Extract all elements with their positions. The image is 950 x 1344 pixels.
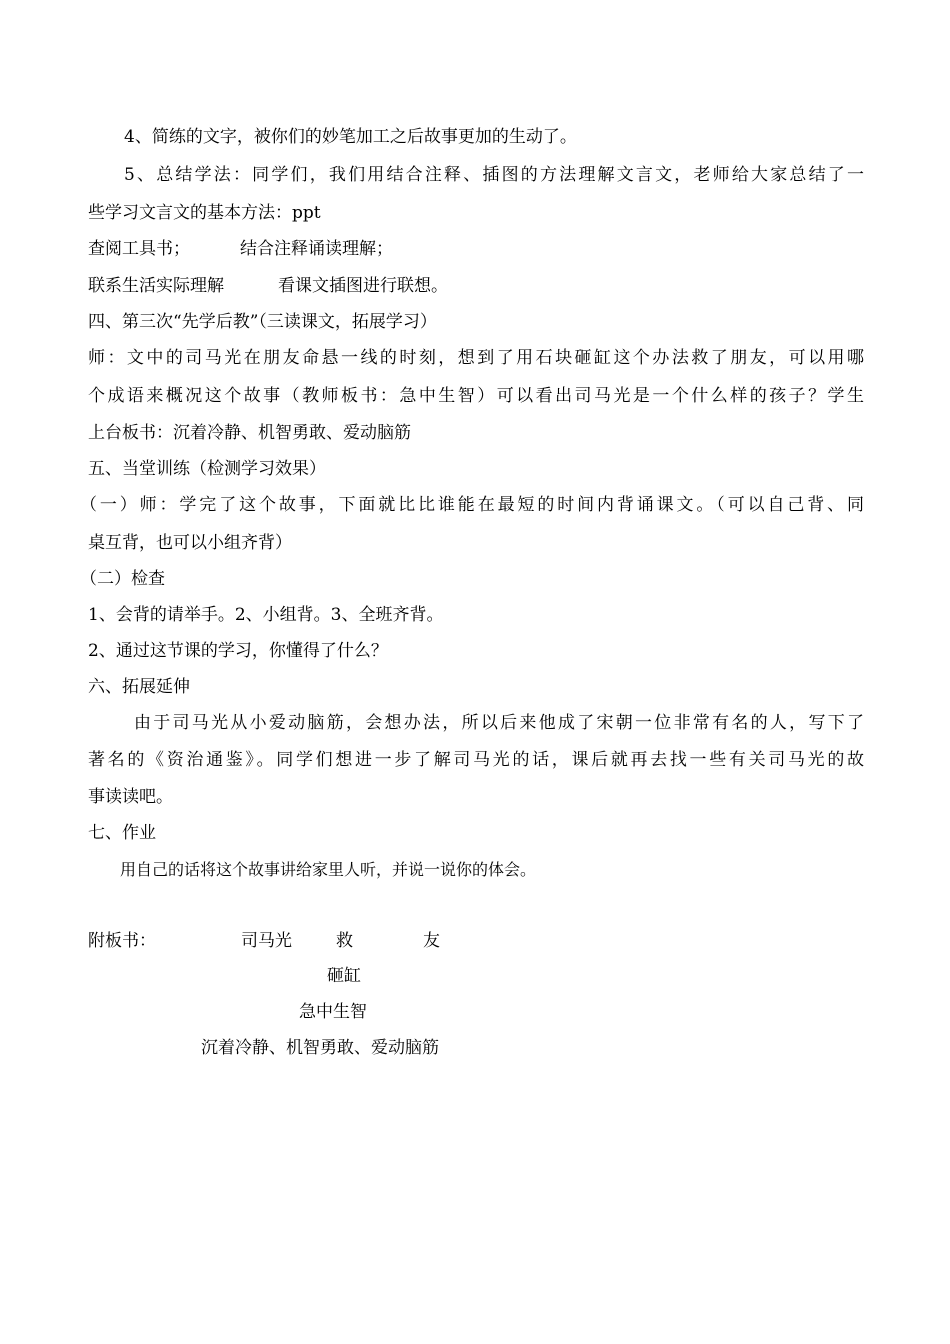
section-heading-6: 六、拓展延伸 bbox=[88, 677, 190, 697]
text-line-11: （一）师：学完了这个故事，下面就比比谁能在最短的时间内背诵课文。（可以自己背、同 bbox=[80, 495, 864, 515]
text-line-7: 师：文中的司马光在朋友命悬一线的时刻，想到了用石块砸缸这个办法救了朋友，可以用哪 bbox=[88, 348, 864, 368]
section-heading-7: 七、作业 bbox=[88, 823, 156, 843]
board-sima: 司马光 bbox=[241, 931, 292, 951]
text-line-12: 桌互背，也可以小组齐背） bbox=[88, 533, 292, 553]
text-line-8: 个成语来概况这个故事（教师板书：急中生智）可以看出司马光是一个什么样的孩子？学生 bbox=[88, 386, 864, 406]
text-line-19: 事读读吧。 bbox=[88, 787, 173, 807]
board-label: 附板书： bbox=[88, 931, 156, 951]
section-heading-5: 五、当堂训练（检测学习效果） bbox=[88, 459, 326, 479]
text-line-13: （二）检查 bbox=[80, 569, 165, 589]
text-line-1: 4、简练的文字，被你们的妙笔加工之后故事更加的生动了。 bbox=[124, 127, 577, 147]
text-line-3: 些学习文言文的基本方法：ppt bbox=[88, 203, 321, 223]
board-jiu: 救 bbox=[336, 931, 353, 951]
board-jizhong: 急中生智 bbox=[299, 1002, 367, 1022]
board-zagang: 砸缸 bbox=[327, 966, 361, 986]
text-line-4a: 查阅工具书； bbox=[88, 239, 190, 259]
board-qualities: 沉着冷静、机智勇敢、爱动脑筋 bbox=[201, 1038, 439, 1058]
text-line-18: 著名的《资治通鉴》。同学们想进一步了解司马光的话，课后就再去找一些有关司马光的故 bbox=[88, 750, 864, 770]
text-line-5a: 联系生活实际理解 bbox=[88, 276, 224, 296]
text-line-21: 用自己的话将这个故事讲给家里人听，并说一说你的体会。 bbox=[120, 860, 537, 879]
board-you: 友 bbox=[423, 931, 440, 951]
text-line-9: 上台板书：沉着冷静、机智勇敢、爱动脑筋 bbox=[88, 423, 411, 443]
section-heading-4: 四、第三次“先学后教”（三读课文，拓展学习） bbox=[88, 312, 437, 332]
text-line-4b: 结合注释诵读理解； bbox=[240, 239, 393, 259]
text-line-14: 1、会背的请举手。2、小组背。3、全班齐背。 bbox=[88, 605, 444, 625]
text-line-2: 5、总结学法：同学们，我们用结合注释、插图的方法理解文言文，老师给大家总结了一 bbox=[124, 165, 864, 185]
text-line-17: 由于司马光从小爱动脑筋，会想办法，所以后来他成了宋朝一位非常有名的人，写下了 bbox=[134, 713, 864, 733]
text-line-15: 2、通过这节课的学习，你懂得了什么？ bbox=[88, 641, 388, 661]
text-line-5b: 看课文插图进行联想。 bbox=[278, 276, 448, 296]
